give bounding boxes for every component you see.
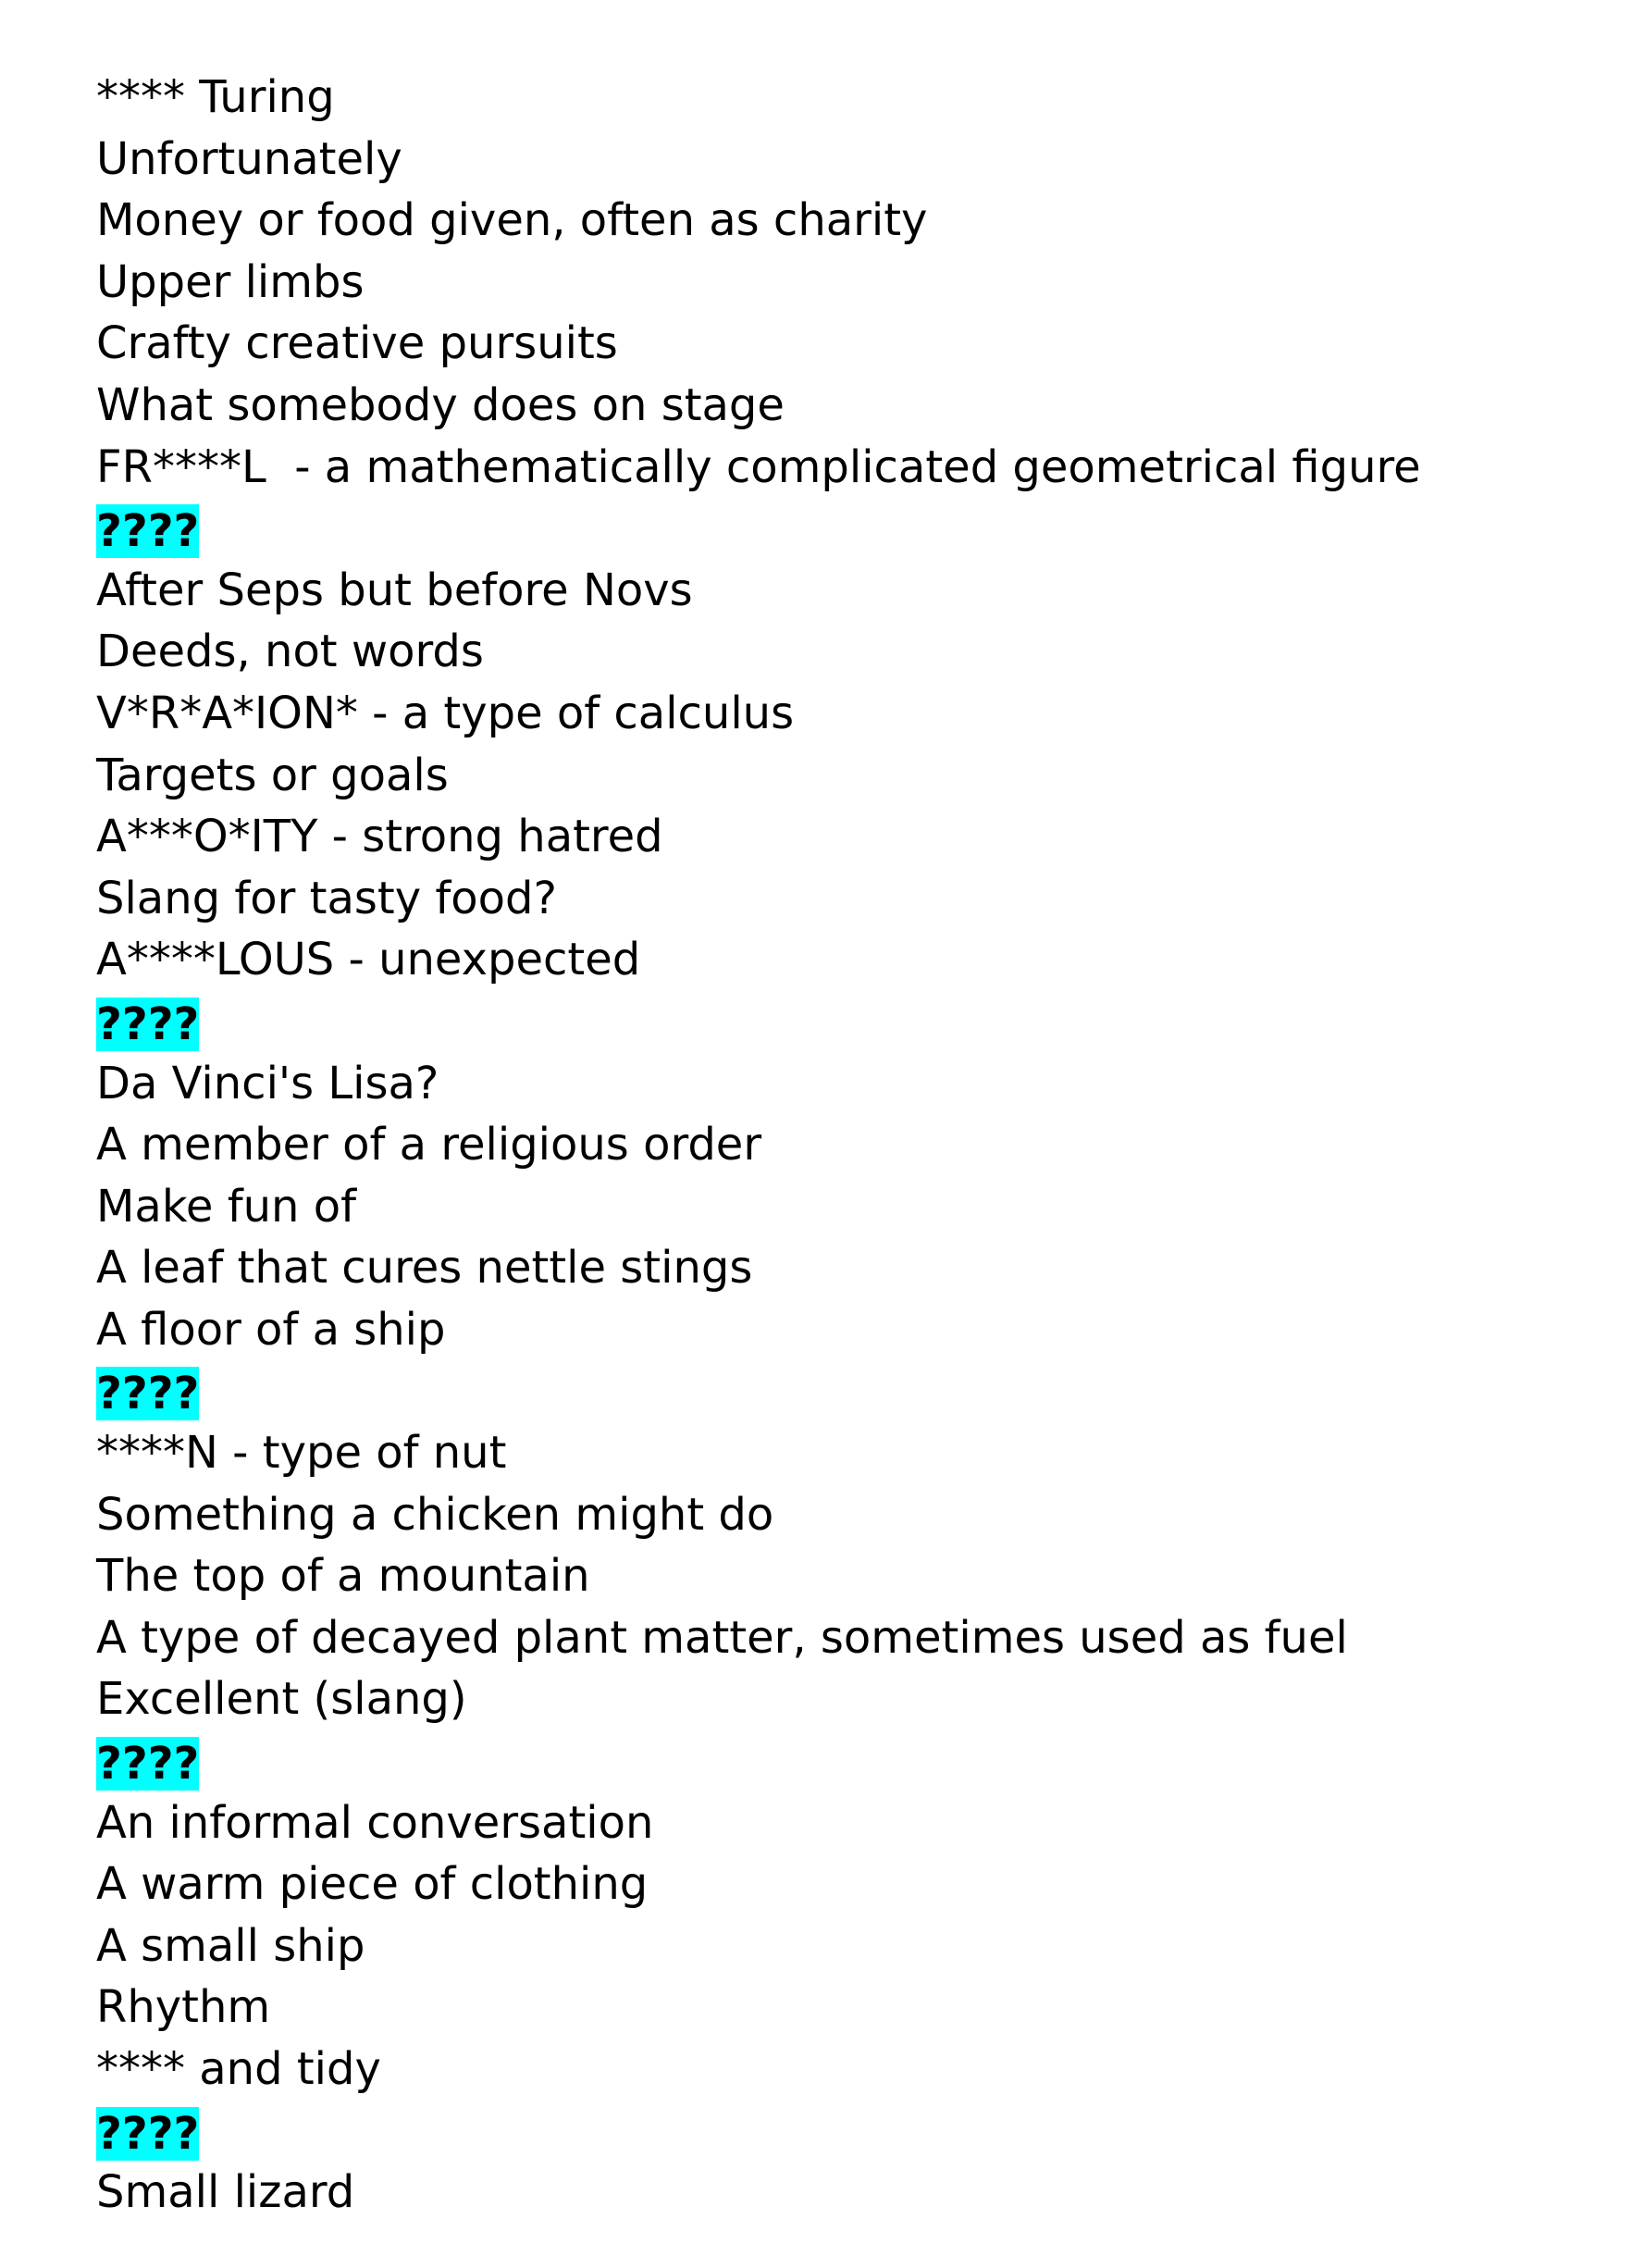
clue-line: Unfortunately <box>96 132 402 185</box>
clue-line: Excellent (slang) <box>96 1673 467 1726</box>
highlighted-heading-text: ???? <box>96 1738 200 1791</box>
clue-line: A member of a religious order <box>96 1119 762 1171</box>
clue-line: A****LOUS - unexpected <box>96 934 641 986</box>
clue-line: A warm piece of clothing <box>96 1858 649 1911</box>
clue-line: A leaf that cures nettle stings <box>96 1242 753 1295</box>
clue-line: Make fun of <box>96 1180 356 1233</box>
clue-line: FR****L - a mathematically complicated geometrical figure <box>96 440 1421 493</box>
clue-line: Targets or goals <box>96 749 449 801</box>
clue-line: Money or food given, often as charity <box>96 194 928 247</box>
clue-line: A floor of a ship <box>96 1303 446 1356</box>
section-heading <box>96 1360 1632 1422</box>
clue-line: Da Vinci's Lisa? <box>96 1057 439 1109</box>
clue-line: **** Turing <box>96 71 335 123</box>
clue-line: Upper limbs <box>96 255 365 308</box>
clue-line: A type of decayed plant matter, sometimes used as fuel <box>96 1611 1348 1664</box>
clue-line: After Seps but before Novs <box>96 564 693 616</box>
clue-line: The top of a mountain <box>96 1550 590 1603</box>
section-heading <box>96 2101 1632 2163</box>
document-page <box>96 67 1632 2224</box>
clue-line: Something a chicken might do <box>96 1488 774 1541</box>
highlighted-heading-text: ???? <box>96 2107 200 2160</box>
clue-line: A***O*ITY - strong hatred <box>96 811 663 863</box>
clue-line: Deeds, not words <box>96 626 484 678</box>
highlighted-heading-text: ???? <box>96 505 200 558</box>
clue-line: V*R*A*ION* - a type of calculus <box>96 687 795 739</box>
section-heading <box>96 498 1632 560</box>
clue-line: Slang for tasty food? <box>96 872 557 924</box>
highlighted-heading-text: ???? <box>96 1368 200 1420</box>
clue-line: Rhythm <box>96 1981 271 2034</box>
section-heading <box>96 1730 1632 1792</box>
clue-line: ****N - type of nut <box>96 1427 507 1480</box>
clue-line: An informal conversation <box>96 1796 654 1849</box>
highlighted-heading-text: ???? <box>96 998 200 1050</box>
clue-line: **** and tidy <box>96 2043 381 2095</box>
clue-line: A small ship <box>96 1919 365 1972</box>
clue-line: Crafty creative pursuits <box>96 317 618 370</box>
section-heading <box>96 991 1632 1053</box>
clue-line: What somebody does on stage <box>96 378 785 431</box>
clue-line: Small lizard <box>96 2166 355 2219</box>
